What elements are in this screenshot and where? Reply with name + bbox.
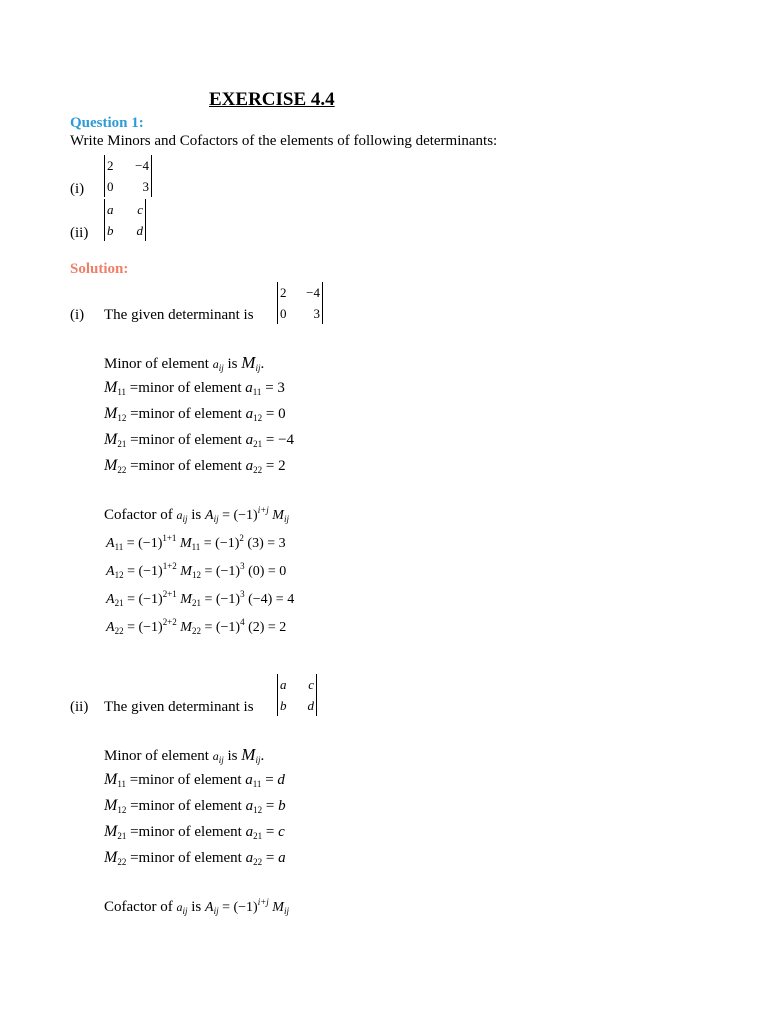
element-index: 22 [253,465,263,475]
determinant-s1 [277,282,323,324]
minor-row: $M_{22}$ =minor of element $a_{22} = 2$ [104,457,286,475]
minor-text: =minor of element [130,406,242,422]
determinant-q2 [104,199,146,241]
cofactor-power: 2 [239,533,244,543]
determinant-s2 [277,674,317,716]
element-index: 22 [253,857,263,867]
solution-heading: Solution: [70,261,129,277]
det-cell: d [307,698,314,713]
solution-part-i-intro: The given determinant is [104,307,254,323]
det-cell: c [308,677,314,692]
det-cell: 3 [313,306,320,321]
cofactor-minor: −4 [252,592,268,607]
minor-index: 22 [117,465,127,475]
cofactor-result: 4 [287,592,295,607]
minor-row: $M_{22}$ =minor of element $a_{22} = a$ [104,849,286,867]
det-cell: c [137,202,143,217]
minor-index: 12 [117,805,127,815]
det-cell: a [107,202,114,217]
minor-text: =minor of element [130,432,242,448]
minor-value: d [277,772,285,788]
det-cell: 0 [280,306,287,321]
determinant-q1 [104,155,152,197]
det-cell: 3 [142,179,149,194]
cofactor-row: $A_{11} = (-1)^{1+1}$ $M_{11} = (-1)^2$ (3) = 3 [106,533,286,552]
minor-text: =minor of element [130,824,242,840]
cofactor-def-is: is [191,899,202,915]
det-cell: −4 [135,158,149,173]
minor-index: 11 [191,542,201,552]
det-cell: a [280,677,287,692]
cofactor-minor: 2 [252,620,260,635]
minor-row: $M_{11}$ =minor of element $a_{11} = d$ [104,771,285,789]
cofactor-exponent: 1+2 [162,561,177,571]
minor-text: =minor of element [129,380,242,396]
question-prompt: Write Minors and Cofactors of the elements of following determinants: [70,133,498,149]
minor-index: 21 [117,439,127,449]
minor-text: =minor of element [129,772,242,788]
cofactor-power: 3 [240,589,245,599]
minor-def-is: is [227,356,238,372]
minor-definition: Minor of element $a_{ij}$ is $M_{ij}$. [104,745,265,765]
minor-index: 12 [117,413,127,423]
cofactor-index: 22 [114,626,124,636]
minor-row: $M_{11}$ =minor of element $a_{11} = 3$ [104,379,285,397]
minor-text: =minor of element [130,458,242,474]
element-index: 21 [253,831,263,841]
det-cell: 2 [280,285,287,300]
minor-row: $M_{12}$ =minor of element $a_{12} = b$ [104,797,286,815]
det-cell: b [107,223,114,238]
cofactor-index: 11 [114,542,124,552]
minor-value: 0 [278,406,286,422]
minor-index: 11 [117,387,126,397]
minor-index: 21 [117,831,127,841]
cofactor-exponent: 1+1 [162,533,177,543]
minor-index: 22 [117,857,127,867]
minor-row: $M_{12}$ =minor of element $a_{12} = 0$ [104,405,286,423]
minor-text: =minor of element [130,798,242,814]
cofactor-row: $A_{12} = (-1)^{1+2}$ $M_{12} = (-1)^3$ (0) = 0 [106,561,287,580]
cofactor-def-text: Cofactor of [104,507,173,523]
det-cell: 0 [107,179,114,194]
minor-index: 12 [191,570,201,580]
minor-definition: Minor of element $a_{ij}$ is $M_{ij}$. [104,353,265,373]
cofactor-exponent: 2+1 [162,589,177,599]
minor-def-text: Minor of element [104,356,209,372]
cofactor-exponent: 2+2 [162,617,177,627]
cofactor-power: 4 [240,617,245,627]
det-cell: −4 [306,285,320,300]
cofactor-index: 12 [114,570,124,580]
minor-value: −4 [278,432,295,448]
minor-row: $M_{21}$ =minor of element $a_{21} = -4$ [104,431,295,449]
cofactor-minor: 0 [252,564,260,579]
minor-value: 3 [277,380,285,396]
part-label-ii: (ii) [70,225,89,241]
det-cell: b [280,698,287,713]
element-index: 12 [253,805,263,815]
cofactor-definition: Cofactor of $a_{ij}$ is $A_{ij} = (-1)^{i+j}$ $M_{ij}$ [104,897,289,916]
element-index: 12 [253,413,263,423]
minor-value: a [278,850,286,866]
element-index: 21 [253,439,263,449]
minor-row: $M_{21}$ =minor of element $a_{21} = c$ [104,823,285,841]
element-index: 11 [252,779,262,789]
minor-index: 21 [191,598,201,608]
minor-value: c [278,824,285,840]
cofactor-row: $A_{21} = (-1)^{2+1}$ $M_{21} = (-1)^3$ (−4) = 4 [106,589,295,608]
minor-def-text: Minor of element [104,748,209,764]
minor-value: b [278,798,286,814]
cofactor-result: 2 [279,620,287,635]
solution-part-i-label: (i) [70,307,85,323]
cofactor-def-text: Cofactor of [104,899,173,915]
det-cell: d [136,223,143,238]
minor-def-is: is [227,748,238,764]
minor-index: 22 [191,626,201,636]
solution-part-ii-label: (ii) [70,699,89,715]
element-index: 11 [252,387,262,397]
cofactor-def-is: is [191,507,202,523]
cofactor-power: 3 [240,561,245,571]
minor-index: 11 [117,779,126,789]
minor-text: =minor of element [130,850,242,866]
solution-part-ii-intro: The given determinant is [104,699,254,715]
cofactor-definition: Cofactor of $a_{ij}$ is $A_{ij} = (-1)^{i+j}$ $M_{ij}$ [104,505,289,524]
cofactor-result: 3 [278,536,286,551]
cofactor-row: $A_{22} = (-1)^{2+2}$ $M_{22} = (-1)^4$ (2) = 2 [106,617,287,636]
cofactor-index: 21 [114,598,124,608]
question-heading: Question 1: [70,115,144,131]
part-label-i: (i) [70,181,85,197]
cofactor-result: 0 [279,564,287,579]
minor-value: 2 [278,458,286,474]
page-title: EXERCISE 4.4 [209,89,335,110]
cofactor-minor: 3 [252,536,260,551]
det-cell: 2 [107,158,114,173]
